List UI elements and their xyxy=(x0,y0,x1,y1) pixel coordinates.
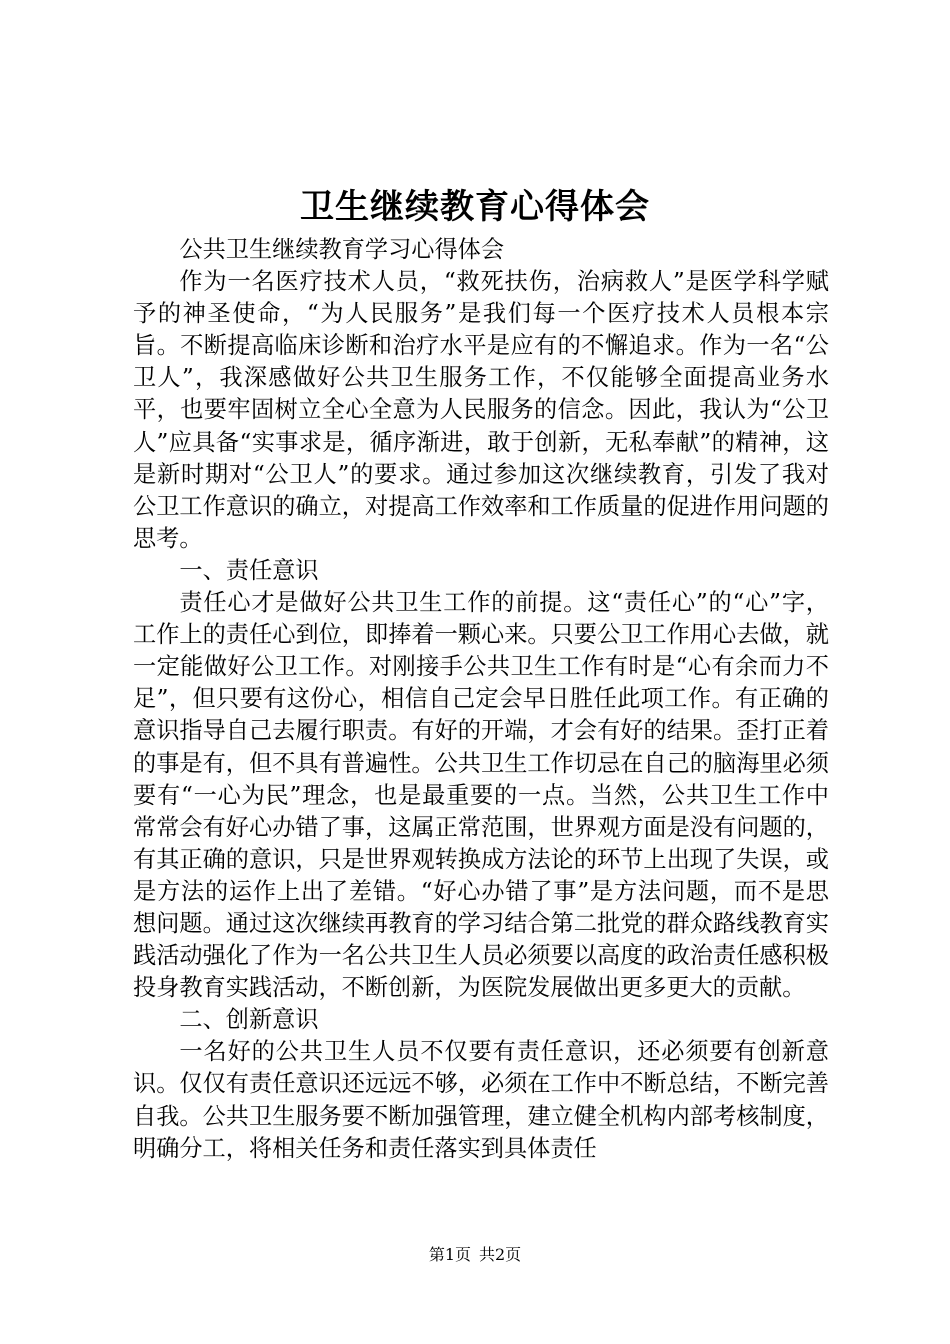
responsibility-paragraph: 责任心才是做好公共卫生工作的前提。这“责任心”的“心”字，工作上的责任心到位，即捧着一颗心来。只要公卫工作用心去做，就一定能做好公卫工作。对刚接手公共卫生工作有时是“心有余而力不足”，但只要有这份心，相信自己定会早日胜任此项工作。有正确的意识指导自己去履行职责。有好的开端，才会有好的结果。歪打正着的事是有，但不具有普遍性。公共卫生工作切忌在自己的脑海里必须要有“一心为民”理念，也是最重要的一点。当然，公共卫生工作中常常会有好心办错了事，这属正常范围，世界观方面是没有问题的，有其正确的意识，只是世界观转换成方法论的环节上出现了失误，或是方法的运作上出了差错。“好心办错了事”是方法问题，而不是思想问题。通过这次继续再教育的学习结合第二批党的群众路线教育实践活动强化了作为一名公共卫生人员必须要以高度的政治责任感积极投身教育实践活动，不断创新，为医院发展做出更多更大的贡献。 xyxy=(133,589,829,1002)
page-total: 共2页 xyxy=(479,1245,522,1264)
intro-paragraph: 作为一名医疗技术人员，“救死扶伤，治病救人”是医学科学赋予的神圣使命，“为人民服务”是我们每一个医疗技术人员根本宗旨。不断提高临床诊断和治疗水平是应有的不懈追求。作为一名“公卫人”，我深感做好公共卫生服务工作，不仅能够全面提高业务水平，也要牢固树立全心全意为人民服务的信念。因此，我认为“公卫人”应具备“实事求是，循序渐进，敢于创新，无私奉献”的精神，这是新时期对“公卫人”的要求。通过参加这次继续教育，引发了我对公卫工作意识的确立，对提高工作效率和工作质量的促进作用问题的思考。 xyxy=(133,268,829,552)
innovation-paragraph: 一名好的公共卫生人员不仅要有责任意识，还必须要有创新意识。仅仅有责任意识还远远不够，必须在工作中不断总结，不断完善自我。公共卫生服务要不断加强管理，建立健全机构内部考核制度，明确分工，将相关任务和责任落实到具体责任 xyxy=(133,1038,829,1162)
subtitle-paragraph: 公共卫生继续教育学习心得体会 xyxy=(179,236,505,263)
page-number: 第1页 xyxy=(428,1245,471,1264)
document-body xyxy=(133,234,829,1165)
document-title: 卫生继续教育心得体会 xyxy=(300,187,650,227)
section-heading-responsibility: 一、责任意识 xyxy=(179,556,319,584)
section-heading-innovation: 二、创新意识 xyxy=(179,1006,319,1034)
page-footer xyxy=(0,1244,950,1266)
